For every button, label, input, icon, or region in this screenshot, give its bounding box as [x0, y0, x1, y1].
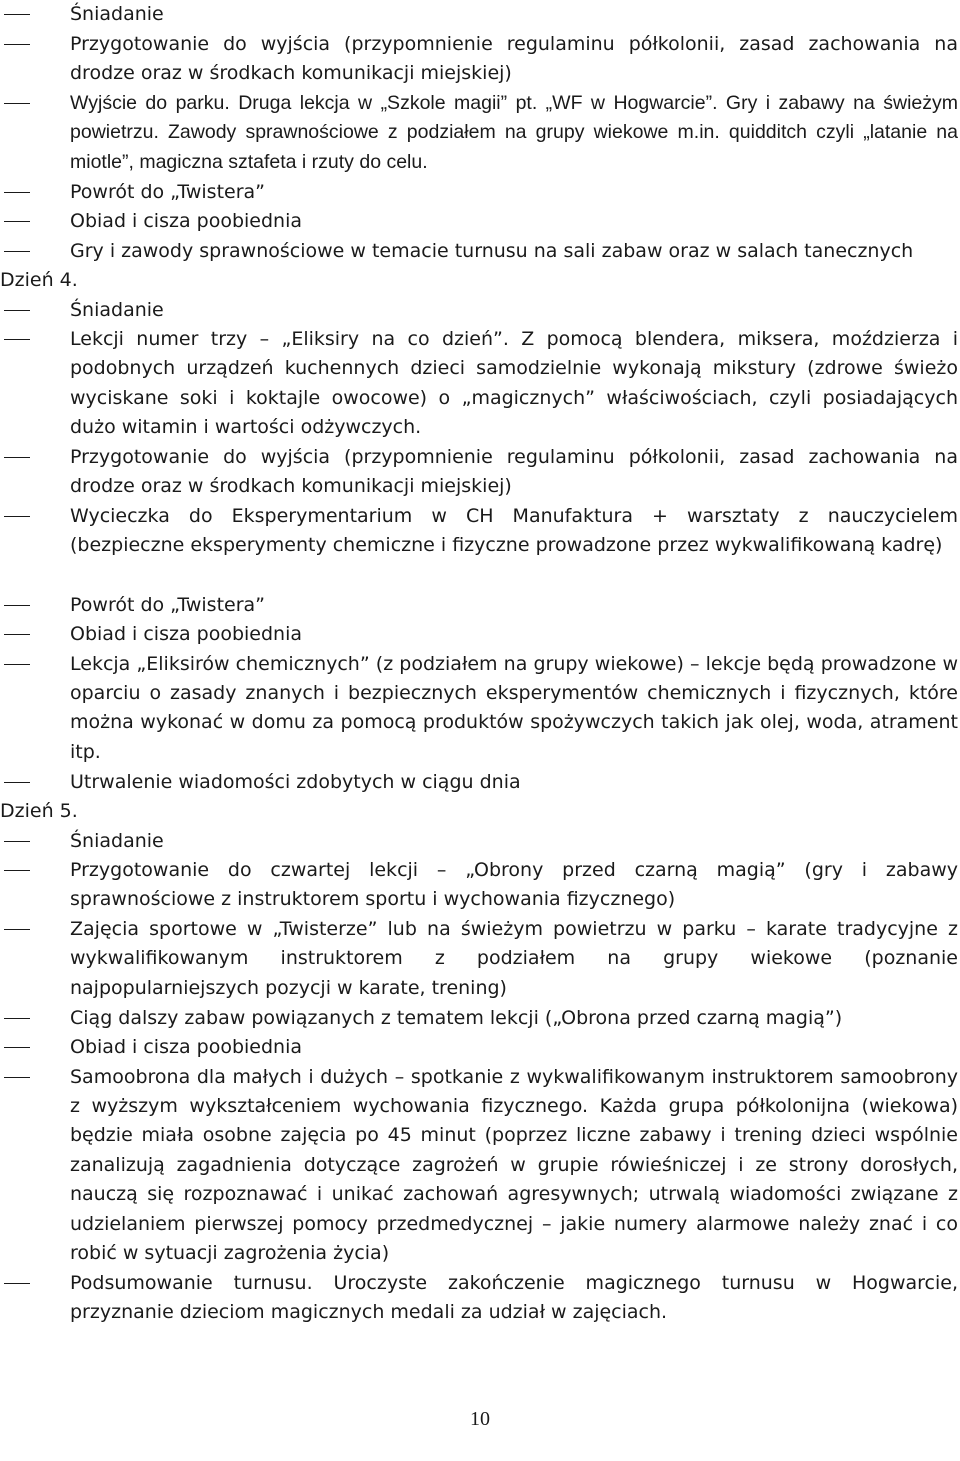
item-text: Samoobrona dla małych i dużych – spotkanie z wykwalifikowanym instruktorem samoobrony z wyższym wykształceniem wychowania fizycznego. Każda grupa półkolonijna (wiekowa) będzie miała osobne zajęcia po 45 minut (poprzez liczne zabawy i trening dzieci wspólnie zanalizują zagadnienia dotyczące zagrożeń w grupie rówieśniczej i ze strony dorosłych, nauczą się rozpoznawać i unikać zachowań agresywnych; utrwalą wiadomości związane z udzielaniem pierwszej pomocy przedmedycznej – jakie numery alarmowe należy znać i co robić w sytuacji zagrożenia życia) [70, 1065, 958, 1264]
item-text: Śniadanie [70, 829, 164, 852]
item-text: Podsumowanie turnusu. Uroczyste zakończenie magicznego turnusu w Hogwarcie, przyznanie dzieciom magicznych medali za udział w zajęciach. [70, 1272, 958, 1324]
item-text: Zajęcia sportowe w „Twisterze” lub na świeżym powietrzu w parku – karate tradycyjne z wykwalifikowanym instruktorem z podziałem na grupy wiekowe (poznanie najpopularniejszych pozycji w karate, trening) [70, 918, 958, 999]
page-number: 10 [470, 1408, 490, 1430]
day-heading: Dzień 5. [0, 800, 78, 822]
item-text: Ciąg dalszy zabaw powiązanych z tematem lekcji („Obrona przed czarną magią”) [70, 1006, 843, 1029]
item-text: Przygotowanie do wyjścia (przypomnienie regulaminu półkolonii, zasad zachowania na drodze oraz w środkach komunikacji miejskiej) [70, 446, 958, 498]
item-text: Lekcja „Eliksirów chemicznych” (z podziałem na grupy wiekowe) – lekcje będą prowadzone w oparciu o zasady znanych i bezpiecznych eksperymentów chemicznych i fizycznych, które można wykonać w domu za pomocą produktów spożywczych takich jak olej, woda, atrament itp. [70, 652, 958, 763]
item-text: Śniadanie [70, 298, 164, 321]
item-text: Powrót do „Twistera” [70, 180, 266, 203]
item-text: Obiad i cisza poobiednia [70, 623, 302, 645]
item-text: Obiad i cisza poobiednia [70, 1036, 302, 1058]
item-text: Wyjście do parku. Druga lekcja w „Szkole magii” pt. „WF w Hogwarcie”. Gry i zabawy na świeżym powietrzu. Zawody sprawnościowe z podziałem na grupy wiekowe m.in. quidditch czyli „latanie na miotle”, magiczna sztafeta i rzuty do celu. [70, 92, 958, 173]
item-text: Obiad i cisza poobiednia [70, 210, 302, 232]
item-text: Powrót do „Twistera” [70, 593, 266, 616]
item-text: Gry i zawody sprawnościowe w temacie turnusu na sali zabaw oraz w salach tanecznych [70, 239, 914, 262]
item-text: Przygotowanie do wyjścia (przypomnienie regulaminu półkolonii, zasad zachowania na drodze oraz w środkach komunikacji miejskiej) [70, 32, 958, 84]
item-text: Śniadanie [70, 3, 164, 25]
item-text: Przygotowanie do czwartej lekcji – „Obrony przed czarną magią” (gry i zabawy sprawnościowe z instruktorem sportu i wychowania fizycznego) [70, 859, 958, 911]
day-heading: Dzień 4. [0, 269, 78, 291]
item-text: Lekcji numer trzy – „Eliksiry na co dzień”. Z pomocą blendera, miksera, moździerza i podobnych urządzeń kuchennych dzieci samodzielnie wykonają mikstury (zdrowe świeżo wyciskane soki i koktajle owocowe) o „magicznych” właściwościach, czyli posiadających dużo witamin i wartości odżywczych. [70, 328, 958, 439]
item-text: Wycieczka do Eksperymentarium w CH Manufaktura + warsztaty z nauczycielem (bezpieczne eksperymenty chemiczne i fizyczne prowadzone przez wykwalifikowaną kadrę) [70, 505, 958, 557]
item-text: Utrwalenie wiadomości zdobytych w ciągu dnia [70, 770, 521, 793]
